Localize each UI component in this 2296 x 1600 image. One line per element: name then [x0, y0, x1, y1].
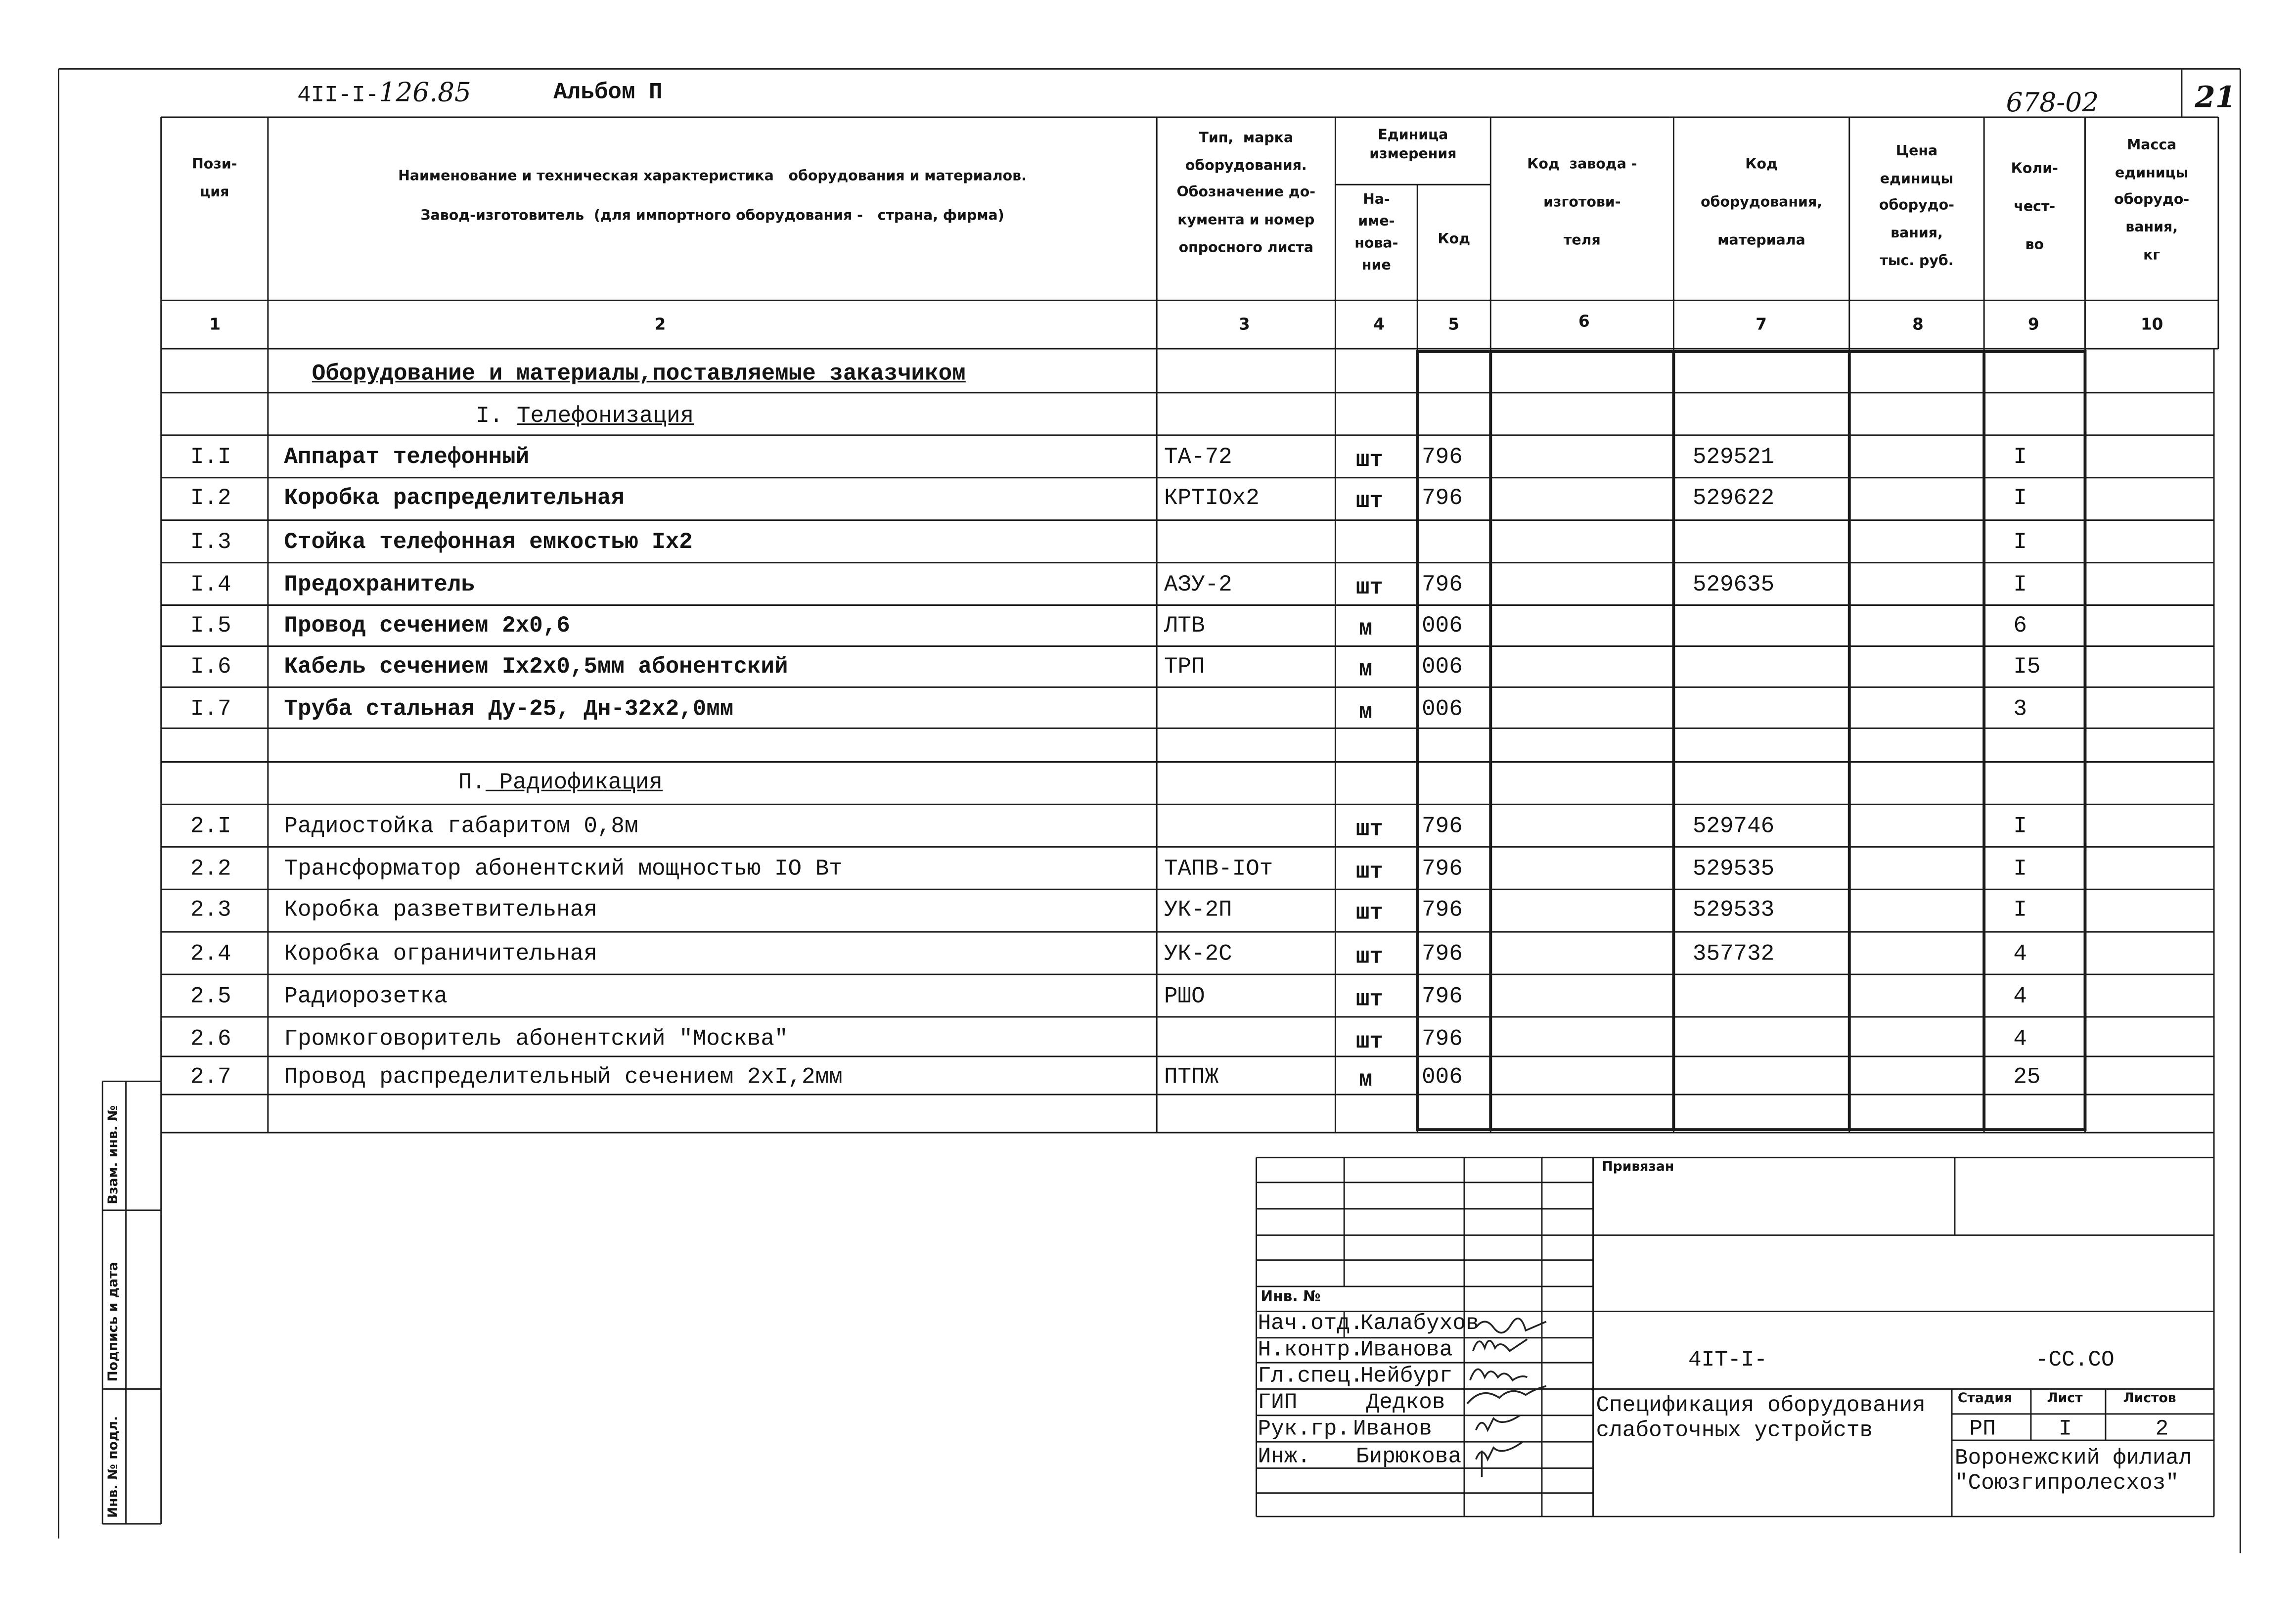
col-8-number: 8 — [1912, 315, 1924, 334]
cell-pos: I.6 — [190, 653, 231, 680]
cell-type: КРТIОх2 — [1164, 485, 1260, 511]
sheets-value: 2 — [2155, 1417, 2169, 1442]
cell-code: 796 — [1422, 856, 1463, 882]
cell-equip-code: 529535 — [1692, 856, 1775, 882]
cell-name: Аппарат телефонный — [284, 444, 530, 470]
cell-qty: I — [2013, 856, 2027, 882]
cell-pos: I.7 — [190, 696, 231, 723]
group-heading — [476, 403, 694, 430]
cell-pos: 2.7 — [190, 1063, 231, 1091]
cell-qty: 6 — [2013, 612, 2027, 639]
cell-pos: 2.I — [190, 813, 231, 840]
cell-qty: I — [2013, 571, 2027, 598]
col-1-title: Пози- ция — [192, 156, 237, 200]
cell-unit: шт — [1355, 1028, 1383, 1055]
staff-role: Гл.спец. — [1258, 1364, 1363, 1389]
col-2-number: 2 — [654, 315, 666, 334]
group-title: Телефонизация — [517, 403, 694, 430]
cell-code: 006 — [1422, 1063, 1463, 1091]
cell-type: ТА-72 — [1164, 444, 1232, 470]
cell-code: 006 — [1422, 653, 1463, 680]
side-stamp-replace-inv: Взам. инв. № — [107, 1105, 122, 1205]
group-number: П. — [458, 769, 486, 796]
cell-code: 796 — [1422, 983, 1463, 1010]
cell-name: Провод сечением 2х0,6 — [284, 612, 570, 639]
cell-qty: 25 — [2013, 1063, 2041, 1091]
cell-type: УК-2С — [1164, 940, 1232, 967]
inv-label: Инв. № — [1261, 1289, 1321, 1306]
staff-name: Дедков — [1366, 1390, 1445, 1416]
staff-role: Инж. — [1258, 1445, 1311, 1470]
privyazan-label: Привязан — [1602, 1160, 1674, 1175]
cell-name: Радиорозетка — [284, 983, 448, 1010]
cell-name: Кабель сечением Iх2х0,5мм абонентский — [284, 653, 788, 680]
col-10-number: 10 — [2140, 315, 2163, 334]
cell-equip-code: 357732 — [1692, 940, 1775, 967]
col-9-title: Коли- чест- во — [2011, 161, 2058, 253]
cell-unit: м — [1358, 615, 1373, 642]
cell-pos: 2.3 — [190, 897, 231, 923]
group-number: I. — [476, 403, 503, 430]
unit-group-title: Единица измерения — [1369, 127, 1457, 164]
cell-pos: 2.5 — [190, 983, 231, 1010]
col-5-number: 5 — [1448, 315, 1460, 334]
cell-name: Провод распределительный сечением 2хI,2мм — [284, 1063, 843, 1091]
cell-qty: 4 — [2013, 940, 2027, 967]
cell-code: 796 — [1422, 897, 1463, 923]
cell-qty: I — [2013, 485, 2027, 511]
col-5-title: Код — [1438, 231, 1471, 248]
doc-code-left: 4IT-I- — [1688, 1348, 1767, 1373]
cell-name: Громкоговоритель абонентский "Москва" — [284, 1025, 788, 1052]
cell-unit: шт — [1355, 574, 1383, 601]
cell-name: Радиостойка габаритом 0,8м — [284, 813, 638, 840]
cell-type: ТРП — [1164, 653, 1205, 680]
side-stamp-sign-date: Подпись и дата — [107, 1262, 122, 1382]
cell-qty: 4 — [2013, 1025, 2027, 1052]
staff-role: Рук.гр. — [1258, 1417, 1351, 1442]
cell-pos: 2.6 — [190, 1025, 231, 1052]
cell-equip-code: 529746 — [1692, 813, 1775, 840]
cell-pos: I.4 — [190, 571, 231, 598]
cell-code: 796 — [1422, 444, 1463, 470]
sheet-corner-number: 21 — [2195, 79, 2236, 115]
cell-pos: I.3 — [190, 529, 231, 555]
cell-qty: I — [2013, 444, 2027, 470]
document-title: Спецификация оборудования слаботочных устройств — [1596, 1393, 1926, 1443]
staff-name: Иванова — [1360, 1337, 1453, 1363]
staff-name: Калабухов — [1360, 1311, 1479, 1336]
cell-name: Коробка ограничительная — [284, 940, 597, 967]
organization: Воронежский филиал "Союзгипролесхоз" — [1954, 1446, 2192, 1496]
cell-equip-code: 529635 — [1692, 571, 1775, 598]
cell-qty: I — [2013, 897, 2027, 923]
cell-unit: шт — [1355, 943, 1383, 970]
cell-unit: м — [1358, 1066, 1373, 1094]
cell-name: Труба стальная Ду-25, Дн-32х2,0мм — [284, 696, 734, 723]
cell-pos: I.2 — [190, 485, 231, 511]
sheets-label: Листов — [2123, 1392, 2176, 1407]
cell-unit: м — [1358, 656, 1373, 683]
cell-code: 796 — [1422, 1025, 1463, 1052]
cell-pos: 2.2 — [190, 856, 231, 882]
cell-code: 796 — [1422, 571, 1463, 598]
stage-label: Стадия — [1957, 1392, 2013, 1407]
cell-qty: I — [2013, 529, 2027, 555]
sheet-label: Лист — [2047, 1392, 2083, 1407]
cell-type: УК-2П — [1164, 897, 1232, 923]
side-stamp-orig-inv: Инв. № подл. — [107, 1416, 122, 1518]
cell-name: Коробка разветвительная — [284, 897, 597, 923]
col-8-title: Цена единицы оборудо- вания, тыс. руб. — [1879, 143, 1954, 270]
col-7-number: 7 — [1756, 315, 1767, 334]
cell-qty: 4 — [2013, 983, 2027, 1010]
staff-name: Нейбург — [1360, 1364, 1453, 1389]
album-label: Альбом П — [553, 79, 663, 106]
cell-type: АЗУ-2 — [1164, 571, 1232, 598]
col-4-title: На- име- нова- ние — [1354, 192, 1398, 274]
staff-name: Иванов — [1352, 1417, 1432, 1442]
cell-type: ЛТВ — [1164, 612, 1205, 639]
cell-equip-code: 529521 — [1692, 444, 1775, 470]
stage-value: РП — [1969, 1417, 1996, 1442]
cell-equip-code: 529533 — [1692, 897, 1775, 923]
col-7-title: Код оборудования, материала — [1701, 156, 1823, 249]
col-10-title: Масса единицы оборудо- вания, кг — [2114, 137, 2190, 264]
cell-code: 796 — [1422, 485, 1463, 511]
cell-unit: шт — [1355, 488, 1383, 514]
col-3-title: Тип, марка оборудования. Обозначение до- кумента и номер опросного листа — [1176, 130, 1316, 256]
col-9-number: 9 — [2027, 315, 2039, 334]
cell-code: 796 — [1422, 813, 1463, 840]
cell-name: Стойка телефонная емкостью Iх2 — [284, 529, 693, 555]
staff-role: Н.контр. — [1258, 1337, 1363, 1363]
doc-code-right: -СС.СО — [2035, 1348, 2115, 1373]
cell-equip-code: 529622 — [1692, 485, 1775, 511]
section-title: Оборудование и материалы,поставляемые заказчиком — [312, 360, 966, 387]
sheet-value: I — [2059, 1417, 2072, 1442]
cell-code: 796 — [1422, 940, 1463, 967]
cell-type: ТАПВ-IOт — [1164, 856, 1273, 882]
staff-role: ГИП — [1258, 1390, 1298, 1416]
col-4-number: 4 — [1373, 315, 1385, 334]
cell-qty: I5 — [2013, 653, 2041, 680]
cell-pos: I.I — [190, 444, 231, 470]
cell-unit: шт — [1355, 816, 1383, 843]
cell-name: Предохранитель — [284, 571, 475, 598]
signatures — [1464, 1307, 1593, 1495]
cell-pos: I.5 — [190, 612, 231, 639]
cell-unit: шт — [1355, 899, 1383, 926]
col-1-number: 1 — [209, 315, 221, 334]
album-code: 4II-I-126.85 — [297, 78, 471, 109]
cell-qty: 3 — [2013, 696, 2027, 723]
group-title: Радиофикация — [499, 769, 663, 796]
cell-type: РШО — [1164, 983, 1205, 1010]
staff-role: Нач.отд. — [1258, 1311, 1363, 1336]
col-3-number: 3 — [1239, 315, 1250, 334]
group-heading — [458, 769, 663, 796]
cell-pos: 2.4 — [190, 940, 231, 967]
cell-unit: шт — [1355, 986, 1383, 1013]
cell-unit: м — [1358, 699, 1373, 726]
col-6-number: 6 — [1578, 312, 1590, 331]
cell-name: Трансформатор абонентский мощностью IO Вт — [284, 856, 843, 882]
cell-type: ПТПЖ — [1164, 1063, 1219, 1091]
cell-code: 006 — [1422, 696, 1463, 723]
doc-number: 678-02 — [2006, 88, 2099, 119]
cell-unit: шт — [1355, 447, 1383, 473]
col-6-title: Код завода - изготови- теля — [1527, 156, 1637, 249]
cell-unit: шт — [1355, 859, 1383, 885]
cell-code: 006 — [1422, 612, 1463, 639]
staff-name: Бирюкова — [1355, 1445, 1462, 1470]
col-2-title: Наименование и техническая характеристика оборудования и материалов. Завод-изготовитель (для импортного оборудования - страна, фирма) — [398, 168, 1027, 224]
cell-name: Коробка распределительная — [284, 485, 625, 511]
cell-qty: I — [2013, 813, 2027, 840]
